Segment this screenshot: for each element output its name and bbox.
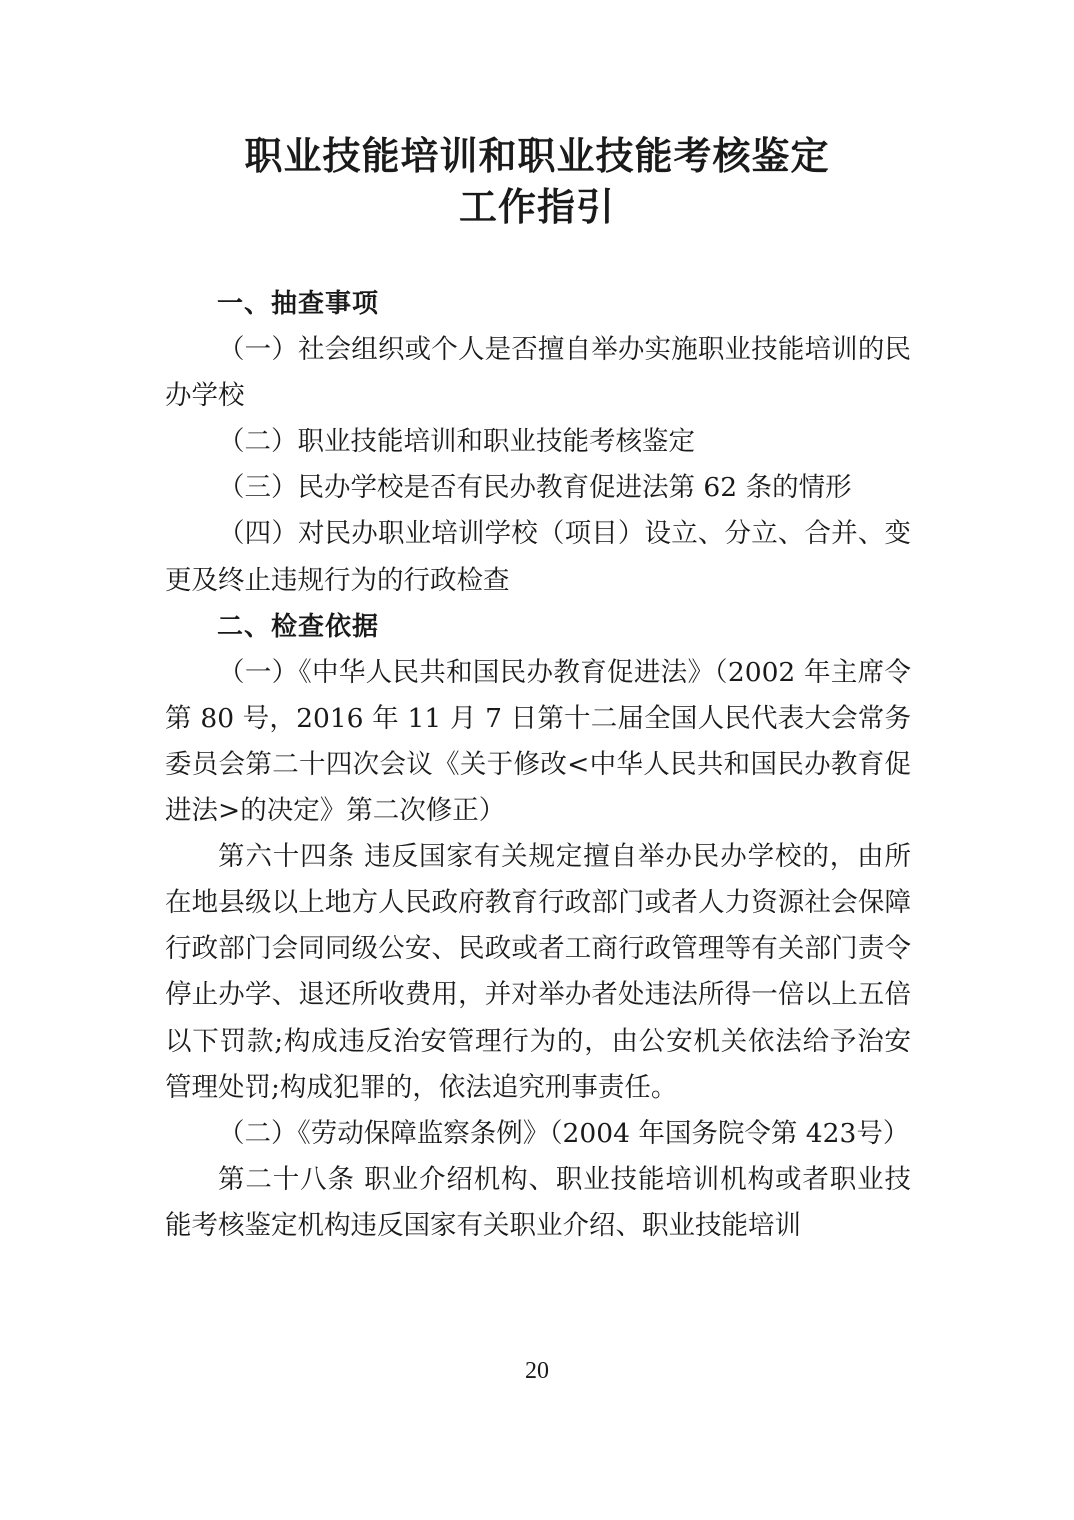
paragraph-item-1: （一）社会组织或个人是否擅自举办实施职业技能培训的民办学校 bbox=[165, 334, 911, 412]
document-body bbox=[165, 281, 911, 1249]
paragraph-basis-2: （二）《劳动保障监察条例》（2004 年国务院令第 423号） bbox=[218, 1117, 910, 1149]
document-title-line-1: 职业技能培训和职业技能考核鉴定 bbox=[244, 134, 830, 178]
paragraph-item-4: （四）对民办职业培训学校（项目）设立、分立、合并、变更及终止违规行为的行政检查 bbox=[165, 518, 911, 596]
section-heading-inspection-items: 一、抽查事项 bbox=[217, 289, 380, 319]
paragraph-article-28: 第二十八条 职业介绍机构、职业技能培训机构或者职业技能考核鉴定机构违反国家有关职业介绍、职业技能培训 bbox=[165, 1163, 911, 1241]
paragraph-article-64: 第六十四条 违反国家有关规定擅自举办民办学校的，由所在地县级以上地方人民政府教育行政部门或者人力资源社会保障行政部门会同同级公安、民政或者工商行政管理等有关部门责令停止办学、退还所收费用，并对举办者处违法所得一倍以上五倍以下罚款;构成违反治安管理行为的，由公安机关依法给予治安管理处罚;构成犯罪的，依法追究刑事责任。 bbox=[165, 841, 911, 1103]
paragraph-item-2: （二）职业技能培训和职业技能考核鉴定 bbox=[218, 426, 695, 458]
paragraph-basis-1: （一）《中华人民共和国民办教育促进法》（2002 年主席令第 80 号，2016 年 11 月 7 日第十二届全国人民代表大会常务委员会第二十四次会议《关于修改<中华人民共和国民办教育促进法>的决定》第二次修正） bbox=[165, 656, 911, 827]
document-title-line-2: 工作指引 bbox=[458, 185, 615, 229]
paragraph-item-3: （三）民办学校是否有民办教育促进法第 62 条的情形 bbox=[218, 472, 852, 504]
page-number: 20 bbox=[525, 1358, 549, 1384]
section-heading-inspection-basis: 二、检查依据 bbox=[217, 611, 380, 642]
